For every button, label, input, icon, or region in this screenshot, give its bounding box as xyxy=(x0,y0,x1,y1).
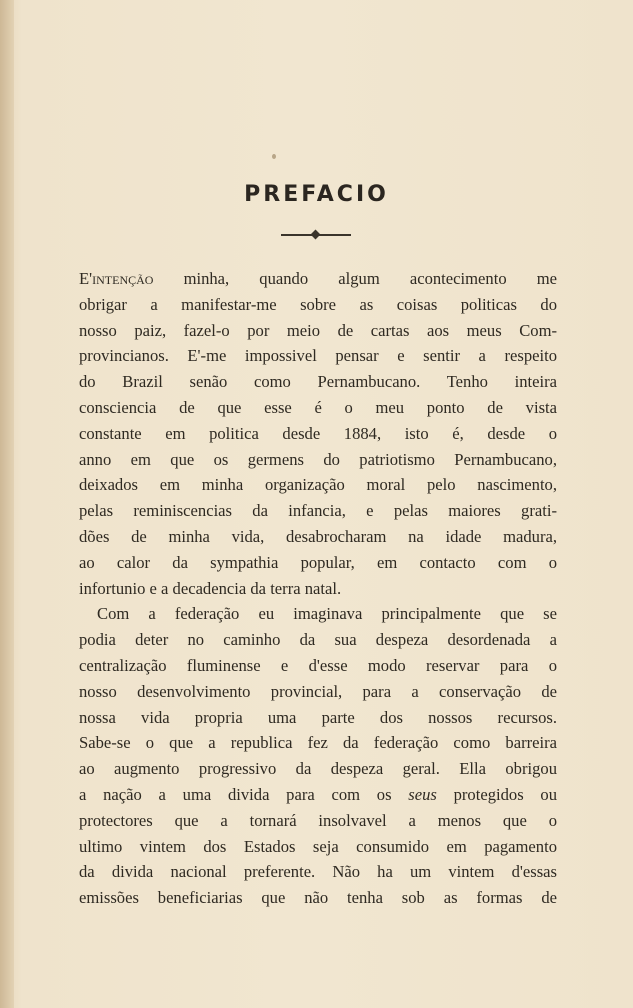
text-line: ultimo vintem dos Estados seja consumido em pagamento xyxy=(79,836,557,856)
ornament-diamond-icon xyxy=(311,230,321,240)
text-line: da divida nacional preferente. Não ha um vintem d'essas xyxy=(79,862,557,882)
text-line: podia deter no caminho da sua despeza desordenada a xyxy=(79,630,557,650)
italic-pre: a nação a uma divida para com os xyxy=(79,784,409,804)
text-line: ao augmento progressivo da despeza geral. Ella obrigou xyxy=(79,759,557,779)
text-line: Sabe-se o que a republica fez da federação como barreira xyxy=(79,733,557,753)
text-line: obrigar a manifestar-me sobre as coisas politicas do xyxy=(79,294,557,314)
preface-text xyxy=(79,266,557,911)
text-line: emissões beneficiarias que não tenha sob as formas de xyxy=(79,888,557,908)
text-line: deixados em minha organização moral pelo nascimento, xyxy=(79,475,557,495)
text-line: protectores que a tornará insolvavel a menos que o xyxy=(79,810,557,830)
text-line: nossa vida propria uma parte dos nossos recursos. xyxy=(79,707,557,727)
paper-speck xyxy=(272,154,276,159)
text-line xyxy=(79,266,557,292)
page-gutter-shadow xyxy=(0,0,14,1008)
text-line: pelas reminiscencias da infancia, e pelas maiores grati- xyxy=(79,501,557,521)
text-line: consciencia de que esse é o meu ponto de vista xyxy=(79,397,557,417)
text-line: nosso paiz, fazel-o por meio de cartas aos meus Com- xyxy=(79,320,557,340)
text-line: Com a federação eu imaginava principalmente que se xyxy=(97,604,557,624)
title-ornament xyxy=(281,233,351,237)
page-title: PREFACIO xyxy=(244,182,389,207)
text-line: dões de minha vida, desabrocharam na idade madura, xyxy=(79,526,557,546)
text-line: do Brazil senão como Pernambucano. Tenho inteira xyxy=(79,372,557,392)
text-line: infortunio e a decadencia da terra natal. xyxy=(79,578,342,598)
text-line-rest: minha, quando algum acontecimento me xyxy=(153,269,557,288)
text-line: nosso desenvolvimento provincial, para a conservação de xyxy=(79,681,557,701)
italic-word: seus xyxy=(408,784,437,804)
text-line: anno em que os germens do patriotismo Pernambucano, xyxy=(79,449,557,469)
text-line: provincianos. E'-me impossivel pensar e sentir a respeito xyxy=(79,346,557,366)
italic-post: protegidos ou xyxy=(436,784,557,804)
text-line: centralização fluminense e d'esse modo reservar para o xyxy=(79,655,557,675)
lead-word: E'intenção xyxy=(79,269,154,288)
text-line xyxy=(79,782,557,808)
text-line: ao calor da sympathia popular, em contacto com o xyxy=(79,552,557,572)
text-line: constante em politica desde 1884, isto é, desde o xyxy=(79,423,557,443)
